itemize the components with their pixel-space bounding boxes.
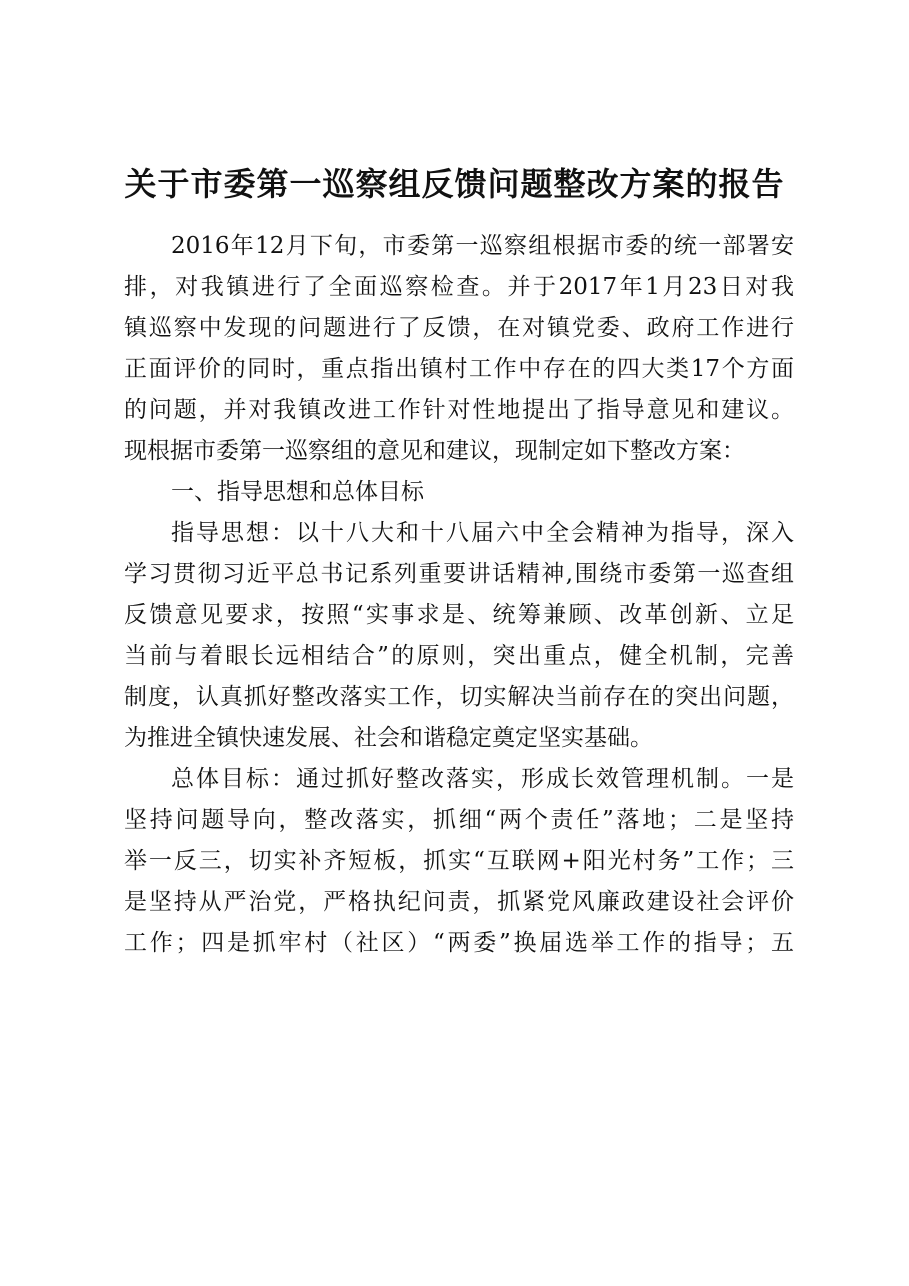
paragraph-line: 坚持问题导向，整改落实，抓细“两个责任”落地；二是坚持: [124, 807, 794, 833]
paragraph-line: 的问题，并对我镇改进工作针对性地提出了指导意见和建议。: [124, 397, 794, 423]
paragraph-line: 正面评价的同时，重点指出镇村工作中存在的四大类17个方面: [124, 356, 794, 382]
paragraph-line: 反馈意见要求，按照“实事求是、统筹兼顾、改革创新、立足: [124, 602, 794, 628]
paragraph-line: 排，对我镇进行了全面巡察检查。并于2017年1月23日对我: [124, 274, 794, 300]
section-heading: 一、指导思想和总体目标: [171, 479, 424, 505]
paragraph-line: 举一反三，切实补齐短板，抓实“互联网+阳光村务”工作；三: [124, 848, 794, 874]
paragraph-line: 当前与着眼长远相结合”的原则，突出重点，健全机制，完善: [124, 643, 794, 669]
paragraph-line: 工作；四是抓牢村（社区）“两委”换届选举工作的指导；五: [124, 930, 794, 956]
paragraph-line: 制度，认真抓好整改落实工作，切实解决当前存在的突出问题，: [124, 684, 794, 710]
paragraph-line: 镇巡察中发现的问题进行了反馈，在对镇党委、政府工作进行: [124, 315, 794, 341]
paragraph-line: 学习贯彻习近平总书记系列重要讲话精神,围绕市委第一巡查组: [124, 561, 794, 587]
paragraph-line: 为推进全镇快速发展、社会和谐稳定奠定坚实基础。: [124, 725, 653, 751]
paragraph-line: 2016年12月下旬，市委第一巡察组根据市委的统一部署安: [171, 233, 794, 259]
paragraph-line: 是坚持从严治党，严格执纪问责，抓紧党风廉政建设社会评价: [124, 889, 794, 915]
paragraph-line: 指导思想：以十八大和十八届六中全会精神为指导，深入: [171, 520, 794, 546]
paragraph-line: 现根据市委第一巡察组的意见和建议，现制定如下整改方案：: [124, 438, 745, 464]
document-title: 关于市委第一巡察组反馈问题整改方案的报告: [124, 165, 785, 203]
paragraph-line: 总体目标：通过抓好整改落实，形成长效管理机制。一是: [171, 766, 794, 792]
